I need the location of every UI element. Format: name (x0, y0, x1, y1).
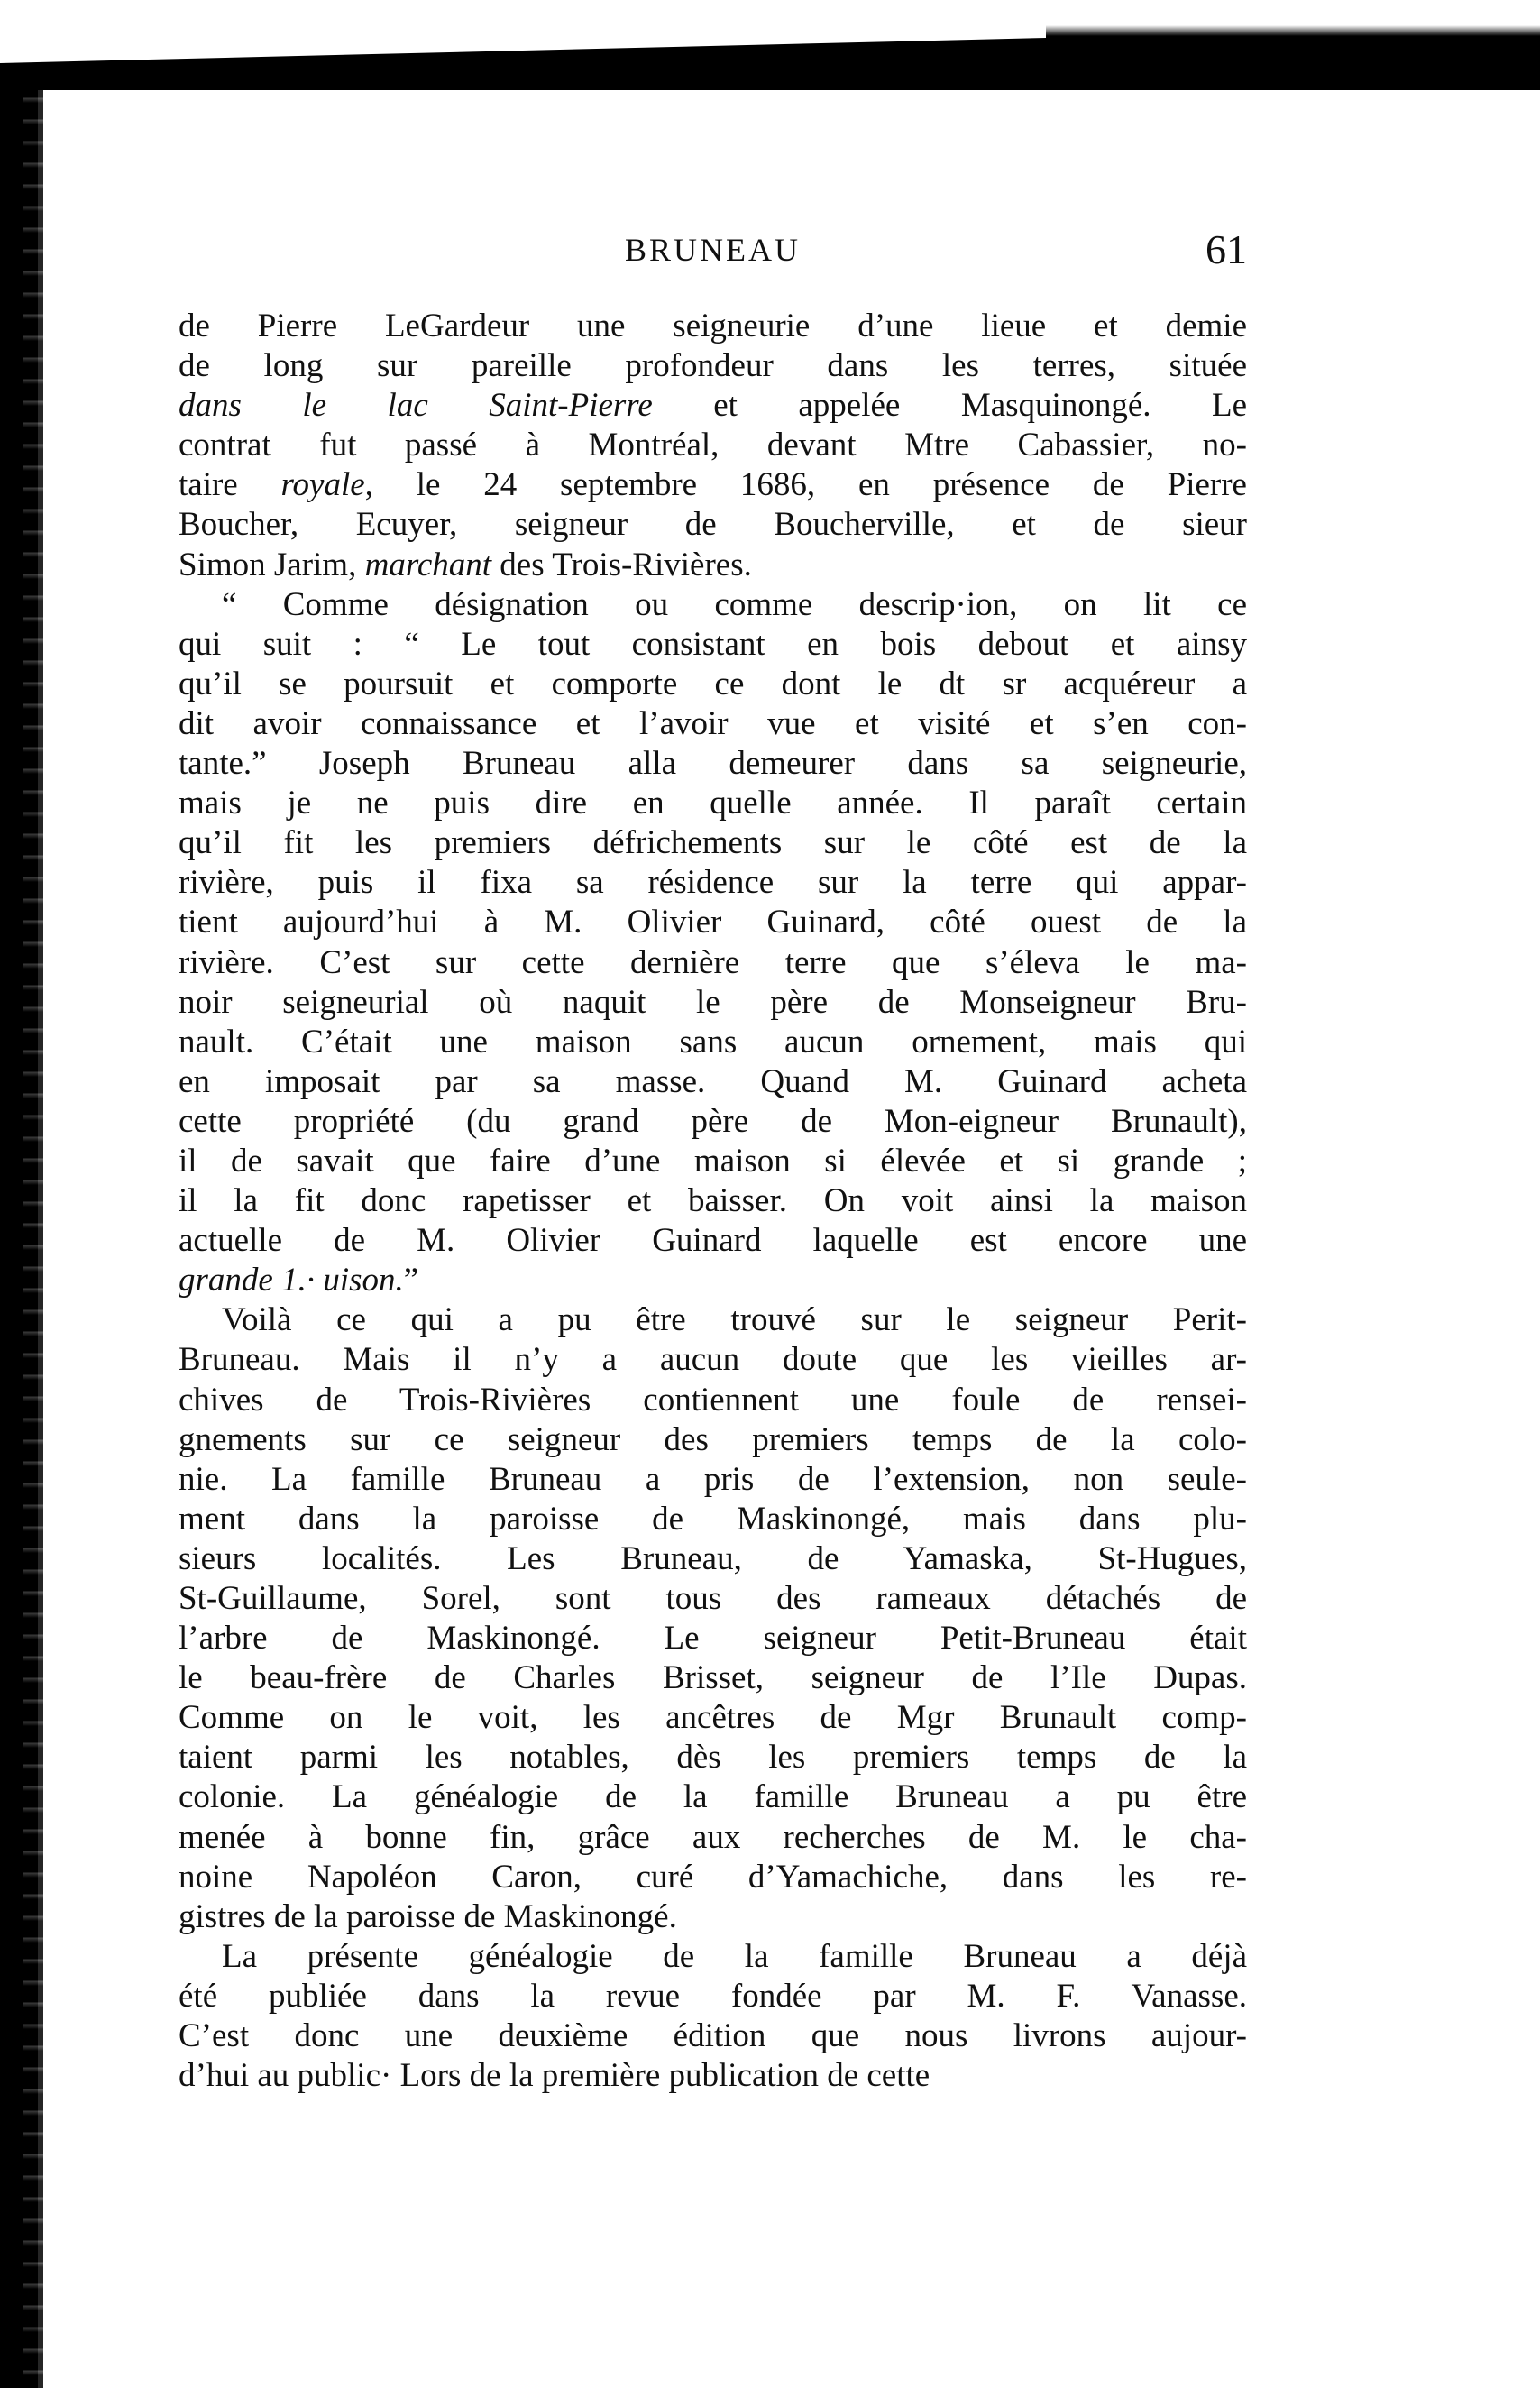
text-line (179, 505, 1247, 545)
text-run: taire (179, 466, 281, 504)
text-run: il la fit donc rapetisser et baisser. On voit ainsi la maison (179, 1182, 1247, 1220)
text-run: “ Comme désignation ou comme descrip·ion, on lit ce (222, 585, 1247, 623)
running-title: BRUNEAU (624, 232, 801, 268)
page-number: 61 (1205, 226, 1247, 272)
text-run: le beau-frère de Charles Brisset, seigneur de l’Ile Dupas. (179, 1659, 1247, 1697)
text-run: des Trois-Rivières. (491, 546, 752, 583)
text-line (179, 1579, 1247, 1619)
text-run: et appelée Masquinongé. Le (652, 387, 1247, 425)
italic-text: royale (280, 466, 365, 504)
text-run: C’est donc une deuxième édition que nous livrons aujour- (179, 2017, 1247, 2055)
text-run: cette propriété (du grand père de Mon-eigneur Brunault), (179, 1102, 1247, 1140)
text-line (179, 1102, 1247, 1142)
text-line (179, 346, 1247, 386)
text-run: noir seigneurial où naquit le père de Monseigneur Bru- (179, 983, 1247, 1021)
text-run: en imposait par sa masse. Quand M. Guinard acheta (179, 1062, 1247, 1100)
text-run: Boucher, Ecuyer, seigneur de Boucherville, et de sieur (179, 506, 1247, 544)
text-run: nault. C’était une maison sans aucun ornement, mais qui (179, 1023, 1247, 1061)
text-line (179, 625, 1247, 665)
text-run: colonie. La généalogie de la famille Bruneau a pu être (179, 1778, 1247, 1816)
text-run: de long sur pareille profondeur dans les terres, située (179, 347, 1247, 385)
italic-text: grande 1.· uison. (179, 1262, 404, 1300)
text-line (179, 426, 1247, 465)
text-run: il de savait que faire d’une maison si élevée et si grande ; (179, 1142, 1247, 1180)
text-line (179, 465, 1247, 505)
text-line (179, 1777, 1247, 1817)
text-line (179, 1658, 1247, 1698)
text-line (179, 1261, 1247, 1300)
text-line (179, 1858, 1247, 1897)
text-run: rivière, puis il fixa sa résidence sur la terre qui appar- (179, 864, 1247, 902)
text-run: actuelle de M. Olivier Guinard laquelle est encore une (179, 1222, 1247, 1260)
text-line (179, 1460, 1247, 1500)
text-run: l’arbre de Maskinongé. Le seigneur Petit-Bruneau était (179, 1620, 1247, 1658)
text-line (179, 1381, 1247, 1420)
text-line (179, 2016, 1247, 2056)
text-run: , le 24 septembre 1686, en présence de Pierre (364, 466, 1247, 504)
text-line (179, 1221, 1247, 1261)
body-text (179, 307, 1247, 2096)
text-line (179, 386, 1247, 426)
text-line (179, 784, 1247, 823)
text-run: gistres de la paroisse de Maskinongé. (179, 1897, 677, 1935)
text-run: Comme on le voit, les ancêtres de Mgr Brunault comp- (179, 1699, 1247, 1737)
text-run: noine Napoléon Caron, curé d’Yamachiche, dans les re- (179, 1858, 1247, 1896)
text-run: nie. La famille Bruneau a pris de l’extension, non seule- (179, 1460, 1247, 1498)
text-run: qu’il fit les premiers défrichements sur le côté est de la (179, 824, 1247, 862)
italic-text: marchant (364, 546, 492, 583)
text-line (179, 983, 1247, 1023)
text-run: été publiée dans la revue fondée par M. F. Vanasse. (179, 1977, 1247, 2015)
text-run: contrat fut passé à Montréal, devant Mtre Cabassier, no- (179, 427, 1247, 464)
text-run: qu’il se poursuit et comporte ce dont le dt sr acquéreur a (179, 665, 1247, 703)
text-run: La présente généalogie de la famille Bruneau a déjà (222, 1937, 1247, 1975)
text-run: chives de Trois-Rivières contiennent une foule de rensei- (179, 1381, 1247, 1419)
text-line (179, 823, 1247, 863)
text-line (179, 585, 1247, 625)
text-line (179, 1937, 1247, 1977)
text-line (179, 903, 1247, 942)
text-line (179, 665, 1247, 704)
text-line (179, 863, 1247, 903)
text-line (179, 1340, 1247, 1380)
text-line (179, 2056, 1247, 2096)
text-run: ” (403, 1262, 419, 1300)
text-run: tient aujourd’hui à M. Olivier Guinard, côté ouest de la (179, 904, 1247, 941)
text-run: dit avoir connaissance et l’avoir vue et visité et s’en con- (179, 704, 1247, 742)
text-line (179, 1023, 1247, 1062)
text-line (179, 1977, 1247, 2016)
scan-left-border-edge (23, 81, 43, 2388)
text-line (179, 1698, 1247, 1738)
text-run: Voilà ce qui a pu être trouvé sur le seigneur Perit- (222, 1301, 1247, 1339)
text-line (179, 1897, 1247, 1937)
text-run: menée à bonne fin, grâce aux recherches de M. le cha- (179, 1818, 1247, 1856)
text-run: rivière. C’est sur cette dernière terre que s’éleva le ma- (179, 943, 1247, 981)
text-line (179, 744, 1247, 784)
text-run: Simon Jarim, (179, 546, 365, 583)
text-line (179, 546, 1247, 585)
text-line (179, 943, 1247, 983)
text-run: tante.” Joseph Bruneau alla demeurer dans sa seigneurie, (179, 745, 1247, 783)
text-line (179, 1818, 1247, 1858)
text-line (179, 1539, 1247, 1579)
text-line (179, 1142, 1247, 1181)
text-run: qui suit : “ Le tout consistant en bois debout et ainsy (179, 625, 1247, 663)
italic-text: dans le lac Saint-Pierre (179, 387, 653, 425)
text-run: taient parmi les notables, dès les premiers temps de la (179, 1739, 1247, 1777)
text-run: sieurs localités. Les Bruneau, de Yamaska, St-Hugues, (179, 1539, 1247, 1577)
text-line (179, 1500, 1247, 1539)
text-line (179, 1738, 1247, 1777)
text-line (179, 1062, 1247, 1102)
text-run: Bruneau. Mais il n’y a aucun doute que les vieilles ar- (179, 1341, 1247, 1379)
text-line (179, 1420, 1247, 1460)
running-head (179, 226, 1247, 285)
text-line (179, 307, 1247, 346)
text-run: de Pierre LeGardeur une seigneurie d’une lieue et demie (179, 308, 1247, 344)
text-run: St-Guillaume, Sorel, sont tous des rameaux détachés de (179, 1580, 1247, 1617)
text-run: gnements sur ce seigneur des premiers temps de la colo- (179, 1420, 1247, 1458)
text-line (179, 704, 1247, 744)
text-run: mais je ne puis dire en quelle année. Il paraît certain (179, 785, 1247, 822)
text-run: ment dans la paroisse de Maskinongé, mais dans plu- (179, 1500, 1247, 1538)
text-line (179, 1300, 1247, 1340)
text-run: d’hui au public· Lors de la première publication de cette (179, 2057, 930, 2095)
text-line (179, 1619, 1247, 1658)
text-line (179, 1181, 1247, 1221)
